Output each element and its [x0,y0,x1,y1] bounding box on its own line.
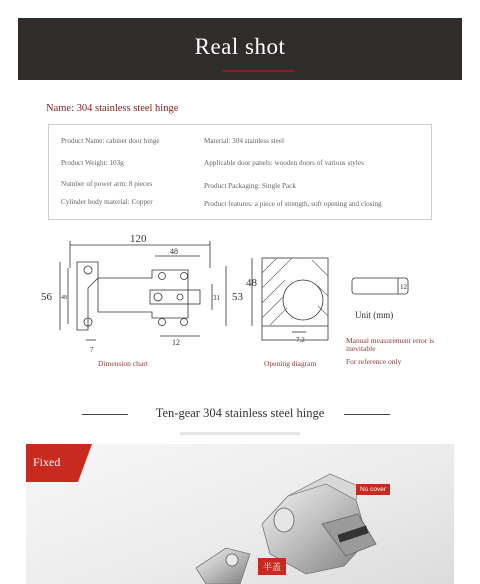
hinge-arm-slot [150,290,200,304]
spec-features: Product features: a piece of strength, soft opening and closing [204,200,382,208]
dimension-drawing [0,228,480,378]
screw-hole-icon [181,319,188,326]
faint-subtitle [180,432,300,435]
caption-opening-diagram: Opening diagram [264,359,317,368]
fixed-tag: Fixed [26,444,78,482]
spec-weight: Product Weight: 103g [61,159,124,167]
screw-hole-icon [159,319,166,326]
cup-circle [283,280,323,320]
section-rule-right [344,414,390,415]
title-underline [223,70,295,72]
spec-table [48,124,432,220]
screw-hole-icon [181,273,188,280]
spec-product-name: Product Name: cabinet door hinge [61,137,160,145]
hatching [262,258,328,325]
spec-power-arm: Number of power arm: 8 pieces [61,180,153,188]
dim-offset-left: 7 [90,346,94,354]
dim-plate-size: 12 [400,283,407,291]
dim-arm-inner: 31 [213,294,220,302]
opening-diagram-box [262,258,328,340]
page-title: Real shot [194,34,286,59]
hinge-plate-outline [77,262,98,330]
dim-cup-offset: 7.2 [296,336,305,344]
dim-height-outer: 56 [41,291,52,303]
screw-hole-icon [159,273,166,280]
header-banner [18,18,462,80]
spec-packaging: Product Packaging: Single Pack [204,182,297,190]
spec-cylinder: Cylinder body material: Copper [61,198,153,206]
dim-offset-bottom: 12 [172,338,180,347]
dim-arm-height: 53 [232,291,243,303]
dim-cup-depth: 48 [246,277,257,289]
spec-material: Material: 304 stainless steel [204,137,285,145]
label-bottom: 半盖 [258,558,286,575]
dim-arm-top: 48 [170,247,178,256]
product-name: Name: 304 stainless steel hinge [46,103,179,114]
dim-width: 120 [130,233,147,245]
dim-height-inner: 48 [61,295,67,301]
caption-reference-only: For reference only [346,357,402,366]
caption-dimension-chart: Dimension chart [98,359,148,368]
section-title: Ten-gear 304 stainless steel hinge [155,406,325,420]
caption-manual-error: Manual measurement error is inevitable [346,336,435,353]
label-no-cover: No cover [356,484,390,495]
screw-hole-icon [84,266,92,274]
hinge-arm-outline [98,270,188,318]
unit-label: Unit (mm) [355,310,394,320]
spec-door-panels: Applicable door panels: wooden doors of various styles [204,159,364,167]
